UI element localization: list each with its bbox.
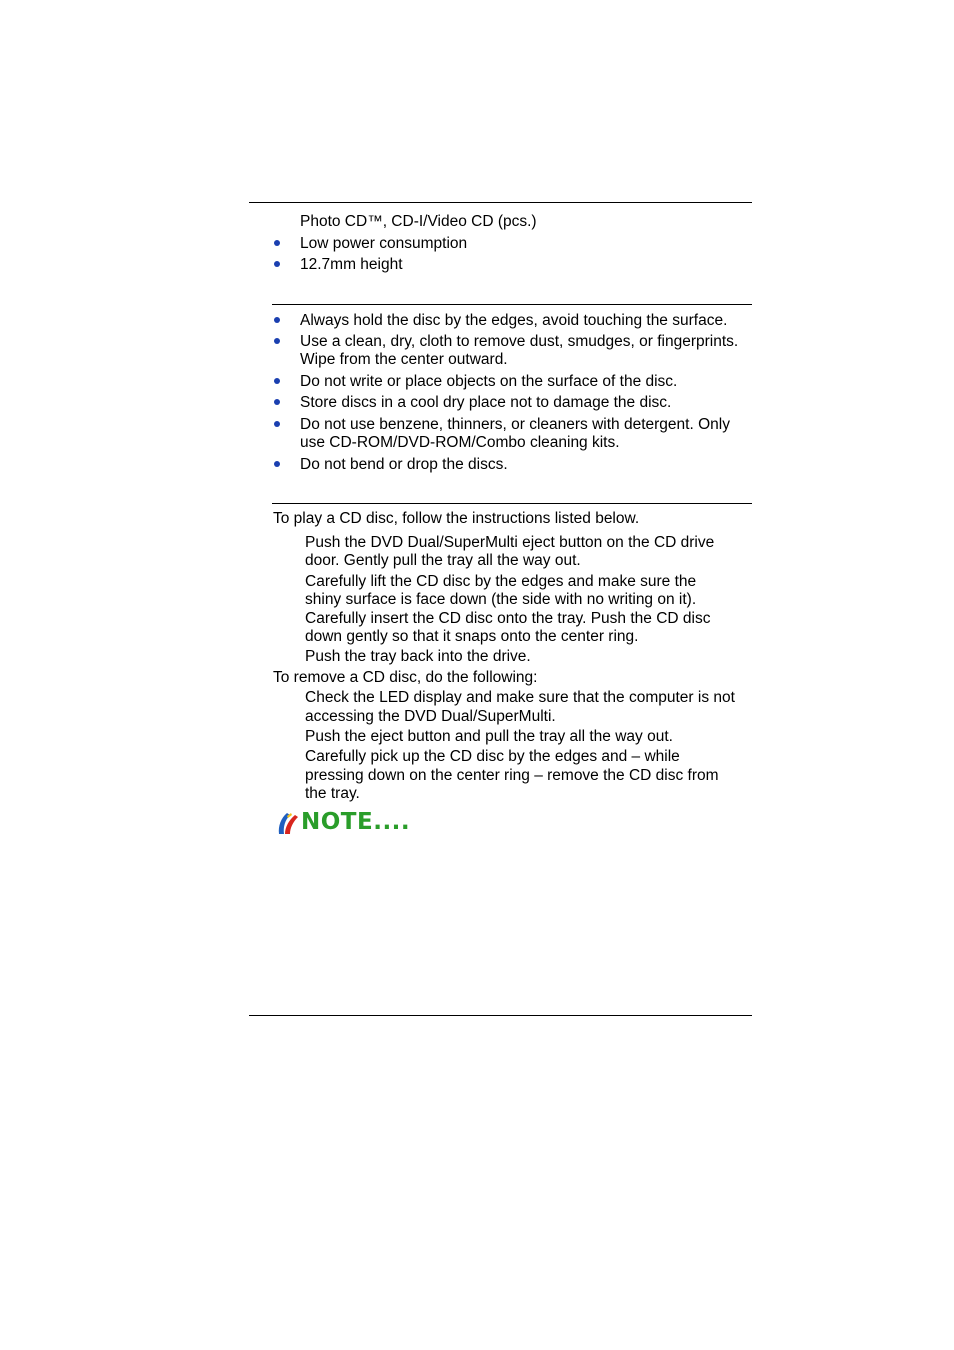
remove-step-continuation: pressing down on the center ring – remove the CD disc from [305,767,719,784]
feature-item: Low power consumption [300,235,468,252]
play-step: Carefully lift the CD disc by the edges and make sure the [305,573,697,590]
care-item: Always hold the disc by the edges, avoid touching the surface. [300,312,728,329]
bottom-rule [249,1015,752,1016]
play-section-rule [272,503,752,504]
play-step: Push the tray back into the drive. [305,648,531,665]
bullet-icon [274,461,280,467]
bullet-icon [274,338,280,344]
care-item: Do not use benzene, thinners, or cleaners with detergent. Only [300,416,730,433]
bullet-icon [274,378,280,384]
play-intro: To play a CD disc, follow the instructions listed below. [273,510,640,527]
care-section-rule [272,304,752,305]
play-step-continuation: shiny surface is face down (the side with no writing on it). [305,591,697,608]
remove-step: Push the eject button and pull the tray all the way out. [305,728,673,745]
remove-step-continuation: accessing the DVD Dual/SuperMulti. [305,708,556,725]
care-item-continuation: Wipe from the center outward. [300,351,508,368]
care-item: Do not write or place objects on the surface of the disc. [300,373,678,390]
care-item: Use a clean, dry, cloth to remove dust, smudges, or fingerprints. [300,333,739,350]
note-label: NOTE.... [301,809,411,835]
bullet-icon [274,261,280,267]
bullet-icon [274,421,280,427]
bullet-icon [274,240,280,246]
top-rule [249,202,752,203]
play-step: Carefully insert the CD disc onto the tray. Push the CD disc [305,610,711,627]
remove-intro: To remove a CD disc, do the following: [273,669,538,686]
remove-step: Carefully pick up the CD disc by the edges and – while [305,748,680,765]
bullet-icon [274,317,280,323]
feature-item: 12.7mm height [300,256,403,273]
care-item: Store discs in a cool dry place not to damage the disc. [300,394,672,411]
bullet-icon [274,399,280,405]
play-step-continuation: down gently so that it snaps onto the center ring. [305,628,639,645]
features-continuation: Photo CD™, CD-I/Video CD (pcs.) [300,213,537,230]
play-step: Push the DVD Dual/SuperMulti eject button on the CD drive [305,534,715,551]
remove-step: Check the LED display and make sure that the computer is not [305,689,735,706]
care-item: Do not bend or drop the discs. [300,456,508,473]
remove-step-continuation: the tray. [305,785,360,802]
play-step-continuation: door. Gently pull the tray all the way out. [305,552,581,569]
care-item-continuation: use CD-ROM/DVD-ROM/Combo cleaning kits. [300,434,620,451]
